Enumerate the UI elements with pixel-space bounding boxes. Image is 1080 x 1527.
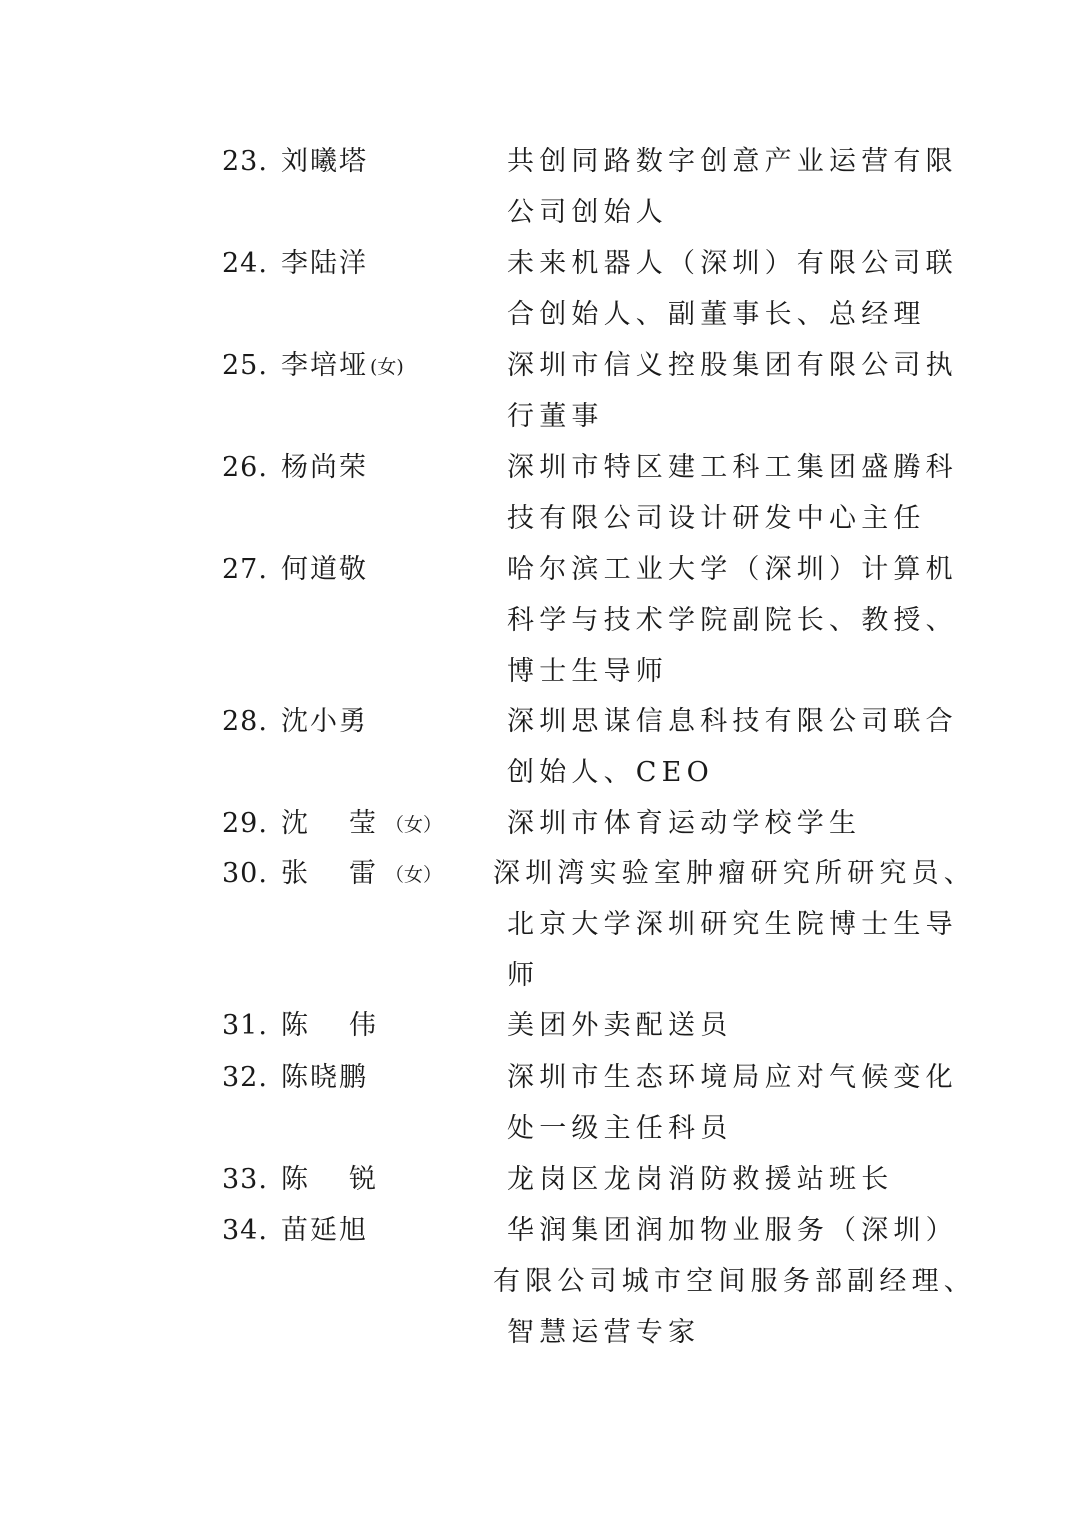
- entry-number: 24.: [222, 248, 268, 279]
- entry-title-line: 合创始人、副董事长、总经理: [507, 299, 926, 330]
- entry-name-text: 陈 伟: [281, 1010, 383, 1041]
- entry-name-text: 何道敬: [281, 554, 368, 585]
- entry-title-line: 共创同路数字创意产业运营有限: [507, 146, 958, 177]
- entry-title-line: 龙岗区龙岗消防救援站班长: [507, 1164, 894, 1195]
- entry-number: 33.: [222, 1164, 268, 1195]
- entry-title-line: 师: [507, 960, 540, 991]
- entry-name-text: 陈 锐: [281, 1164, 383, 1195]
- entry-name: [281, 136, 368, 187]
- entry-title-line: 未来机器人（深圳）有限公司联: [507, 248, 958, 279]
- entry-number: 27.: [222, 554, 268, 585]
- entry-name: [281, 544, 368, 595]
- entry-title-line: 有限公司城市空间服务部副经理、: [493, 1266, 976, 1297]
- entry-number: 30.: [222, 858, 268, 889]
- entry-name-text: 张 雷: [281, 858, 383, 889]
- entry-title-line: 深圳湾实验室肿瘤研究所研究员、: [493, 858, 976, 889]
- entry-title-line: 美团外卖配送员: [507, 1010, 733, 1041]
- entry-name: [281, 1205, 368, 1256]
- entry-name: [281, 1000, 383, 1051]
- entry-title-line: 深圳市体育运动学校学生: [507, 808, 862, 839]
- gender-note: （女）: [385, 864, 443, 886]
- entry-name: [281, 442, 368, 493]
- entry-name-text: 苗延旭: [281, 1215, 368, 1246]
- entry-number: 29.: [222, 808, 268, 839]
- entry-name: [281, 238, 368, 289]
- entry-name: [281, 1052, 368, 1103]
- entry-number: 26.: [222, 452, 268, 483]
- entry-number: 28.: [222, 706, 268, 737]
- entry-title-line: 华润集团润加物业服务（深圳）: [507, 1215, 958, 1246]
- entry-title-line: 处一级主任科员: [507, 1113, 733, 1144]
- entry-name-text: 李陆洋: [281, 248, 368, 279]
- entry-title-line: 公司创始人: [507, 197, 668, 228]
- entry-number: 32.: [222, 1062, 268, 1093]
- entry-title-line: 技有限公司设计研发中心主任: [507, 503, 926, 534]
- entry-name: [281, 696, 368, 747]
- entry-title-line: 深圳市生态环境局应对气候变化: [507, 1062, 958, 1093]
- entry-title-line: 科学与技术学院副院长、教授、: [507, 605, 958, 636]
- entry-title-line: 北京大学深圳研究生院博士生导: [507, 909, 958, 940]
- entry-name-text: 陈晓鹏: [281, 1062, 368, 1093]
- entry-title-line: 深圳市信义控股集团有限公司执: [507, 350, 958, 381]
- entry-name-text: 杨尚荣: [281, 452, 368, 483]
- gender-note: (女): [370, 356, 404, 378]
- entry-title-line: 哈尔滨工业大学（深圳）计算机: [507, 554, 958, 585]
- gender-note: （女）: [385, 814, 443, 836]
- entry-name-text: 李培垭: [281, 350, 368, 381]
- entry-number: 25.: [222, 350, 268, 381]
- entry-name-text: 沈 莹: [281, 808, 383, 839]
- entry-name-text: 沈小勇: [281, 706, 368, 737]
- entry-title-line: 创始人、CEO: [507, 757, 714, 788]
- entry-name: [281, 798, 442, 851]
- entry-name: [281, 1154, 383, 1205]
- entry-name: [281, 340, 404, 393]
- entry-number: 34.: [222, 1215, 268, 1246]
- entry-title-line: 深圳市特区建工科工集团盛腾科: [507, 452, 958, 483]
- entry-title-line: 智慧运营专家: [507, 1317, 701, 1348]
- entry-title-line: 深圳思谋信息科技有限公司联合: [507, 706, 958, 737]
- entry-number: 23.: [222, 146, 268, 177]
- entry-title-line: 博士生导师: [507, 656, 668, 687]
- entry-name-text: 刘曦塔: [281, 146, 368, 177]
- entry-number: 31.: [222, 1010, 268, 1041]
- entry-title-line: 行董事: [507, 401, 604, 432]
- entry-name: [281, 848, 442, 901]
